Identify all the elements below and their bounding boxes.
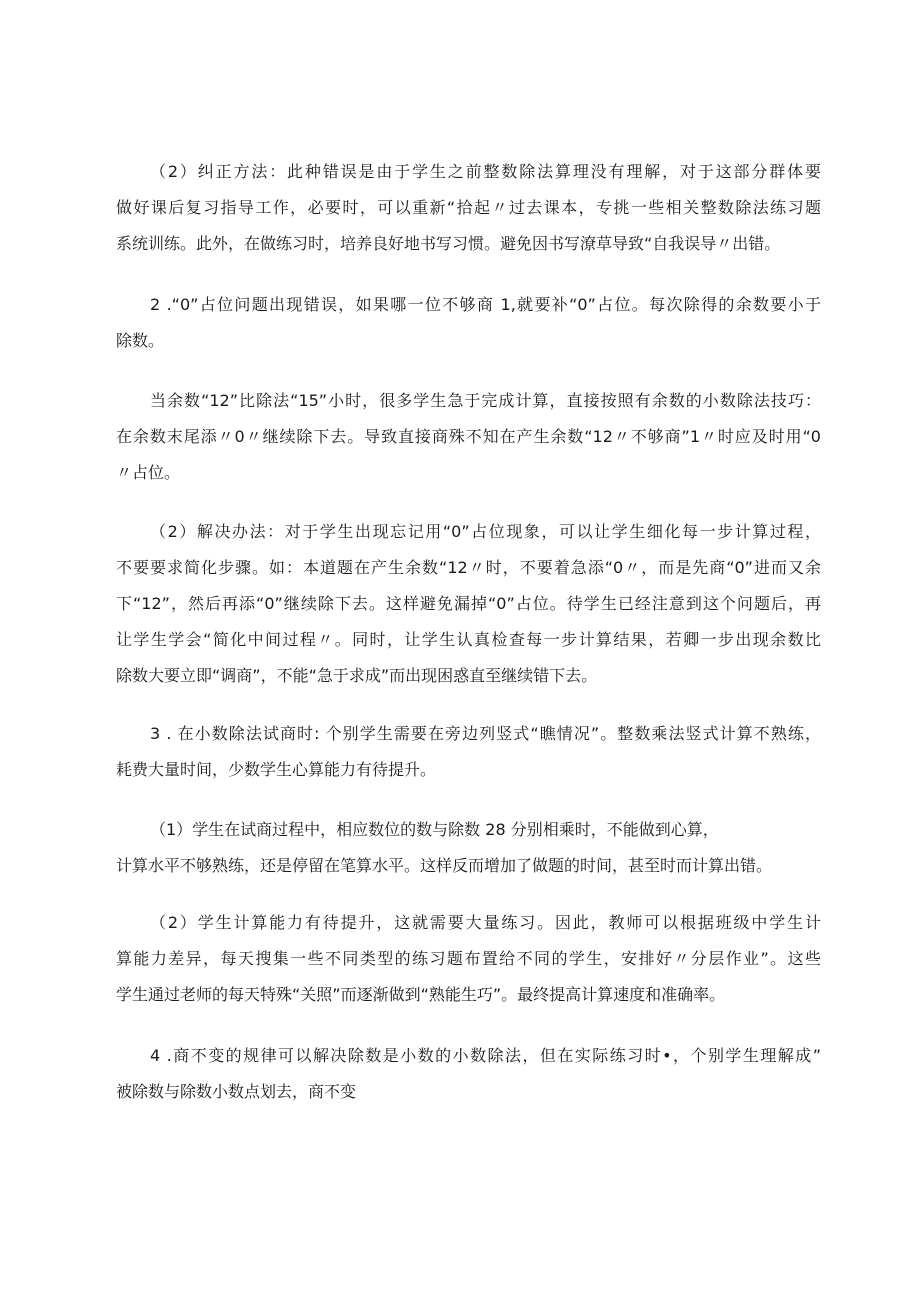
text-line: 计算水平不够熟练，还是停留在笔算水平。这样反而增加了做题的时间，甚至时而计算出错。 <box>116 856 773 875</box>
text-line: 学生通过老师的每天特殊“关照”而逐渐做到“熟能生巧”。最终提高计算速度和准确率。 <box>116 985 726 1004</box>
paragraph-trial-quotient <box>116 716 821 788</box>
text-line: 下“12”，然后再添“0”继续除下去。这样避免漏掉“0”占位。待学生已经注意到这个问题后，再 <box>116 594 821 613</box>
text-line: 〃占位。 <box>116 463 181 482</box>
text-line: （2）纠正方法：此种错误是由于学生之前整数除法算理没有理解，对于这部分群体要 <box>150 162 821 181</box>
text-line: 4 .商不变的规律可以解决除数是小数的小数除法，但在实际练习时•，个别学生理解成” <box>150 1046 821 1065</box>
paragraph-zero-placeholder-issue <box>116 287 821 359</box>
text-line: （2）学生计算能力有待提升，这就需要大量练习。因此，教师可以根据班级中学生计 <box>150 913 821 932</box>
text-line: 让学生学会“简化中间过程〃。同时，让学生认真检查每一步计算结果，若卿一步出现余数比 <box>116 630 821 649</box>
text-line: 2 .“0”占位问题出现错误，如果哪一位不够商 1,就要补“0”占位。每次除得的余数要小于 <box>150 295 821 314</box>
text-line: 被除数与除数小数点划去，商不变 <box>116 1082 357 1101</box>
text-line: 算能力差异，每天搜集一些不同类型的练习题布置给不同的学生，安排好〃分层作业”。这些 <box>116 949 821 968</box>
text-line: 在余数末尾添〃0〃继续除下去。导致直接商殊不知在产生余数“12〃不够商”1〃时应及时用“0 <box>116 427 821 446</box>
text-line: 做好课后复习指导工作，必要时，可以重新“拾起〃过去课本，专挑一些相关整数除法练习题 <box>116 198 821 217</box>
text-line: 耗费大量时间，少数学生心算能力有待提升。 <box>116 760 437 779</box>
text-line: 除数。 <box>116 331 165 350</box>
text-line: 3 . 在小数除法试商时: 个别学生需要在旁边列竖式“瞧情况”。整数乘法竖式计算不熟练， <box>150 724 821 743</box>
paragraph-solution-method <box>116 514 821 694</box>
paragraph-remainder-example <box>116 383 821 491</box>
text-line: 不要要求简化步骤。如：本道题在产生余数“12〃时，不要着急添“0〃，而是先商“0”进而又余 <box>116 558 821 577</box>
paragraph-practice-improvement <box>116 905 821 1013</box>
text-line: 除数大要立即“调商”，不能“急于求成”而出现困惑直至继续错下去。 <box>116 666 598 685</box>
text-line: 当余数“12”比除法“15”小时，很多学生急于完成计算，直接按照有余数的小数除法技巧： <box>150 391 821 410</box>
paragraph-mental-calculation <box>116 812 821 884</box>
text-line: （1）学生在试商过程中，相应数位的数与除数 28 分别相乘时，不能做到心算， <box>150 820 719 839</box>
text-line: （2）解决办法：对于学生出现忘记用“0”占位现象，可以让学生细化每一步计算过程， <box>150 522 821 541</box>
paragraph-quotient-invariance <box>116 1038 821 1110</box>
text-line: 系统训练。此外，在做练习时，培养良好地书写习惯。避免因书写潦草导致“自我误导〃出错。 <box>116 234 781 253</box>
paragraph-correction-method <box>116 154 821 262</box>
